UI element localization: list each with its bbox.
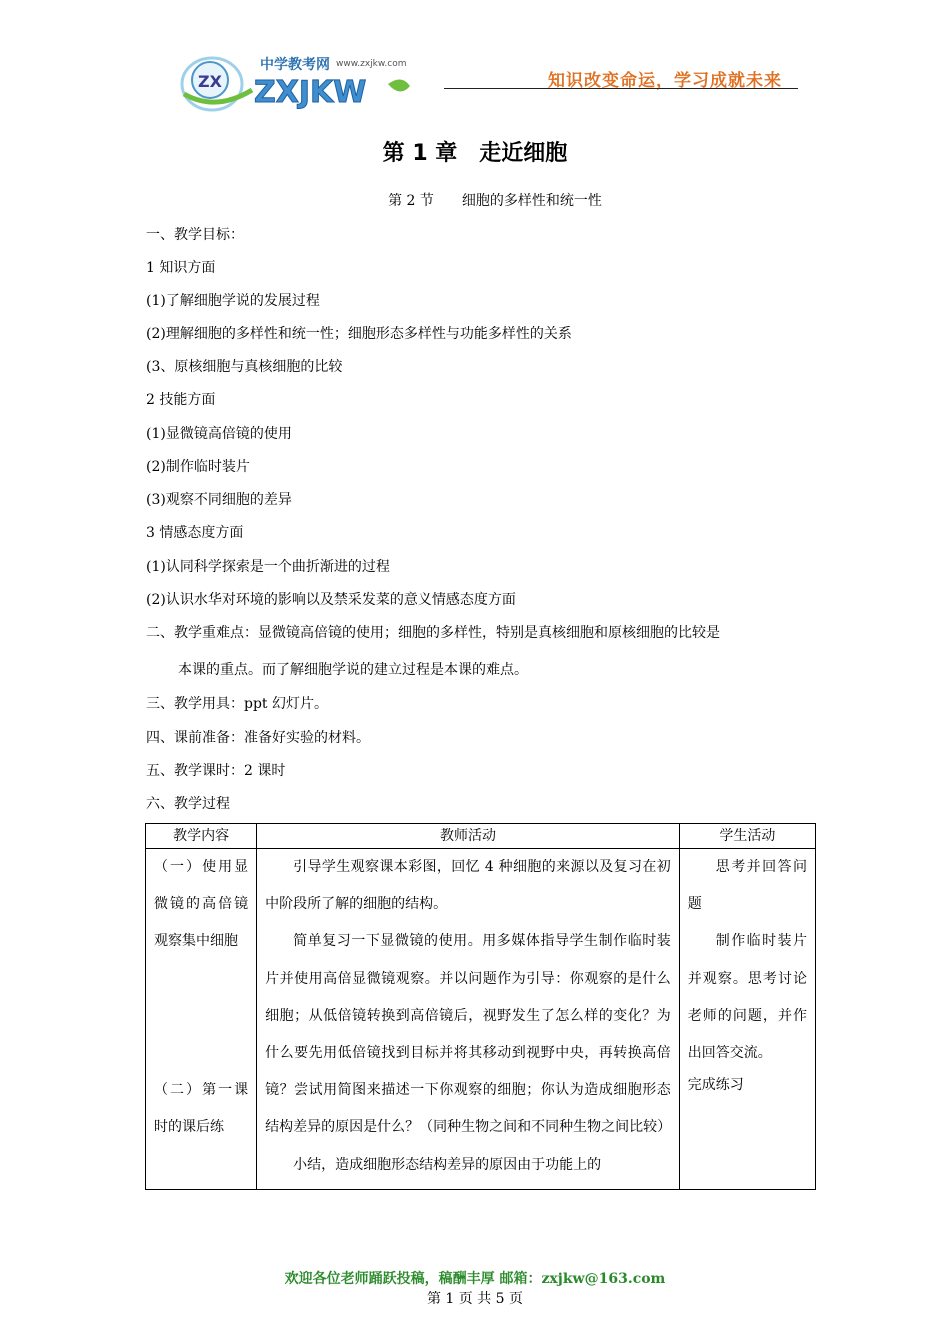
key-points-continued: 本课的重点。而了解细胞学说的建立过程是本课的难点。: [178, 662, 528, 678]
teacher-paragraph: 简单复习一下显微镜的使用。用多媒体指导学生制作临时装片并使用高倍显微镜观察。并以问题作为引导：你观察的是什么细胞；从低倍镜转换到高倍镜后，视野发生了怎么样的变化？为什么要先用低倍镜找到目标并将其移动到视野中央，再转换高倍镜？尝试用简图来描述一下你观察的细胞；你认为造成细胞形态结构差异的原因是什么？（同种生物之间和不同种生物之间比较）: [265, 933, 672, 1136]
table-row: [146, 849, 816, 1190]
knowledge-item: (3、原核细胞与真核细胞的比较: [146, 359, 343, 375]
process-table: [145, 823, 816, 1190]
student-paragraph: 制作临时装片并观察。思考讨论老师的问题，并作出回答交流。: [687, 933, 807, 1062]
header-rule: [444, 88, 798, 89]
content-cell: [146, 849, 257, 1190]
skills-item: (1)显微镜高倍镜的使用: [146, 426, 292, 442]
svg-text:ZXJKW: ZXJKW: [254, 75, 367, 110]
attitude-item: (2)认识水华对环境的影响以及禁采发菜的意义情感态度方面: [146, 592, 516, 608]
skills-heading: 2 技能方面: [146, 392, 216, 408]
knowledge-item: (1)了解细胞学说的发展过程: [146, 293, 320, 309]
content-item: （一）使用显微镜的高倍镜观察集中细胞: [154, 859, 249, 950]
preparation: 四、课前准备：准备好实验的材料。: [146, 730, 370, 746]
skills-item: (2)制作临时装片: [146, 459, 250, 475]
process-heading: 六、教学过程: [146, 796, 230, 812]
student-paragraph: 思考并回答问题: [687, 859, 807, 913]
content-item: （二）第一课时的课后练: [154, 1081, 249, 1135]
header-student: 学生活动: [679, 824, 815, 849]
attitude-heading: 3 情感态度方面: [146, 525, 244, 541]
student-paragraph: 完成练习: [687, 1077, 744, 1094]
svg-text:ZX: ZX: [198, 72, 222, 91]
teacher-paragraph: 引导学生观察课本彩图，回忆 4 种细胞的来源以及复习在初中阶段所了解的细胞的结构。: [265, 859, 671, 913]
teaching-tools: 三、教学用具：ppt 幻灯片。: [146, 696, 328, 712]
teacher-paragraph: 小结，造成细胞形态结构差异的原因由于功能上的: [293, 1156, 602, 1173]
teacher-cell: [257, 849, 680, 1190]
objectives-heading: 一、教学目标：: [146, 227, 244, 243]
page-number: 第 1 页 共 5 页: [426, 1291, 524, 1307]
site-name: 中学教考网: [260, 57, 330, 73]
footer-note: 欢迎各位老师踊跃投稿，稿酬丰厚 邮箱：zxjkw@163.com: [284, 1271, 666, 1287]
key-points: 二、教学重难点：显微镜高倍镜的使用；细胞的多样性，特别是真核细胞和原核细胞的比较是: [146, 625, 720, 641]
header-slogan: 知识改变命运，学习成就未来: [548, 71, 782, 91]
knowledge-heading: 1 知识方面: [146, 260, 216, 276]
site-url[interactable]: www.zxjkw.com: [336, 59, 407, 69]
section-subtitle: 第 2 节 细胞的多样性和统一性: [388, 193, 602, 209]
chapter-title: 第 1 章 走近细胞: [382, 141, 568, 166]
student-cell: [679, 849, 815, 1190]
attitude-item: (1)认同科学探索是一个曲折渐进的过程: [146, 559, 390, 575]
skills-item: (3)观察不同细胞的差异: [146, 492, 292, 508]
header-teacher: 教师活动: [257, 824, 680, 849]
table-header-row: [146, 824, 816, 849]
knowledge-item: (2)理解细胞的多样性和统一性；细胞形态多样性与功能多样性的关系: [146, 326, 572, 342]
class-hours: 五、教学课时：2 课时: [146, 763, 286, 779]
header-content: 教学内容: [146, 824, 257, 849]
